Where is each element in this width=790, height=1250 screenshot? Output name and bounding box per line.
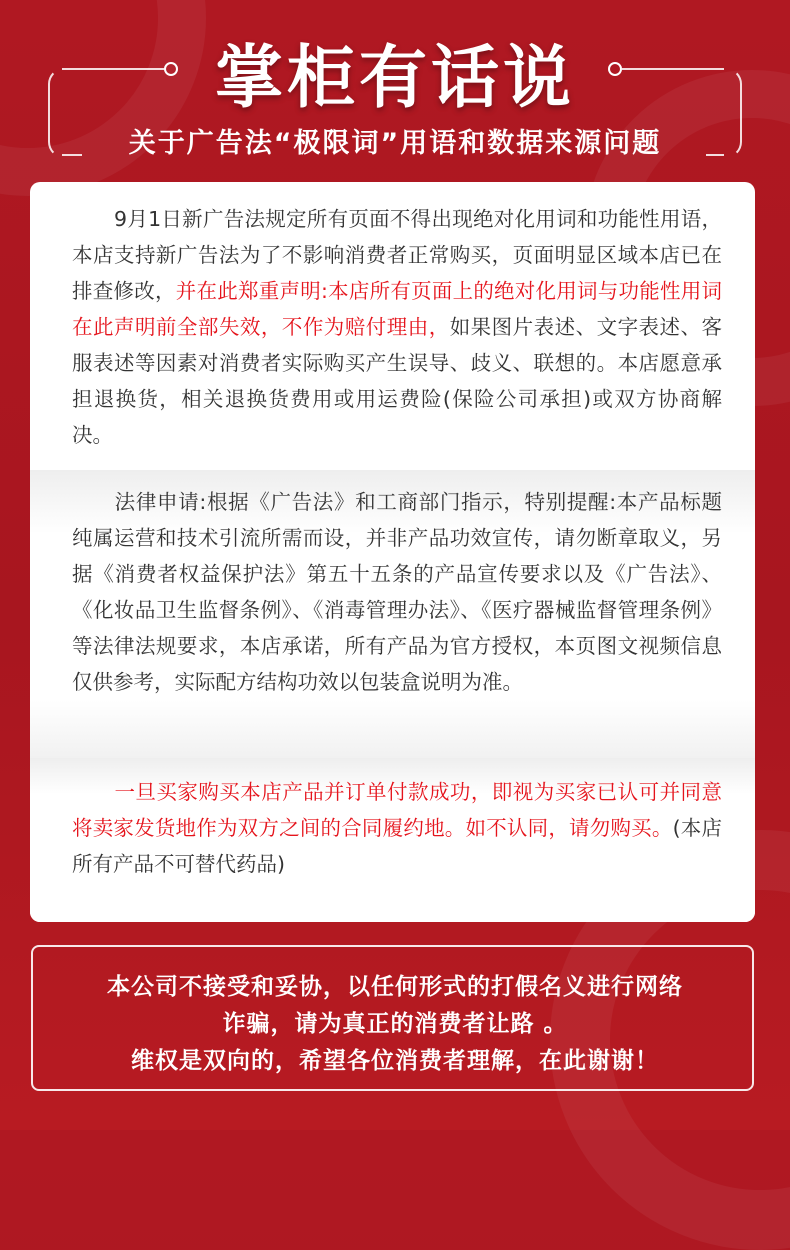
notice-line: 诈骗，请为真正的消费者让路 。 [222,1011,568,1037]
legal-text: 法律申请:根据《广告法》和工商部门指示，特别提醒:本产品标题纯属运营和技术引流所需而设，并非产品功效宣传，请勿断章取义，另据《消费者权益保护法》第五十五条的产品宣传要求以及《广告法》、《化妆品卫生监督条例》、《消毒管理办法》、《医疗器械监督管理条例》等法律法规要求，本店承诺，所有产品为官方授权，本页图文视频信息仅供参考，实际配方结构功效以包装盒说明为准。 [72,490,722,694]
statement-highlight: 并在此郑重声明:本店所有页面上的绝对化用词与功能性用词在此声明前全部失效，不作为赔付理由， [72,279,723,339]
notice-line: 维权是双向的，希望各位消费者理解，在此谢谢！ [131,1048,659,1074]
notice-line: 本公司不接受和妥协，以任何形式的打假名义进行网络 [107,974,683,1000]
statement-section-legal [30,470,755,758]
page-subtitle: 关于广告法“极限词”用语和数据来源问题 [128,128,662,159]
purchase-paragraph [72,774,722,882]
statement-paragraph [72,201,722,453]
statement-card [30,182,755,922]
statement-text: 9月1日新广告法规定所有页面不得出现绝对化用词和功能性用语，本店支持新广告法为了不影响消费者正常购买，页面明显区域本店已在排查修改， [72,207,722,303]
page-title: 掌柜有话说 [214,39,575,118]
purchase-highlight: 一旦买家购买本店产品并订单付款成功，即视为买家已认可并同意将卖家发货地作为双方之间的合同履约地。如不认同，请勿购买。 [72,780,722,840]
statement-section-advertising-law [30,182,755,470]
purchase-text: (本店所有产品不可替代药品) [72,816,723,876]
legal-paragraph [72,484,722,700]
statement-text: 如果图片表述、文字表述、客服表述等因素对消费者实际购买产生误导、歧义、联想的。本店愿意承担退换货，相关退换货费用或用运费险(保险公司承担)或双方协商解决。 [72,315,723,447]
statement-section-purchase [30,758,755,922]
